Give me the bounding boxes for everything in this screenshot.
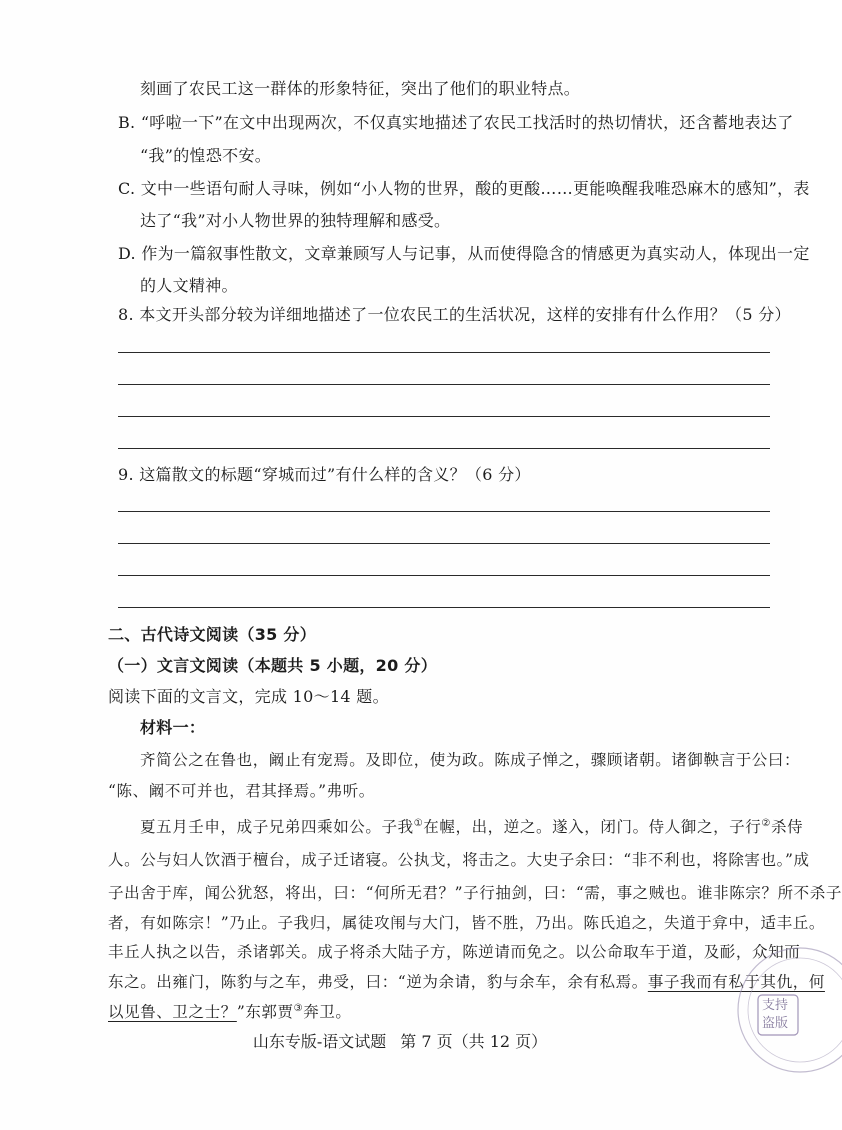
footnote-marker: ②	[761, 817, 771, 829]
section-title: 二、古代诗文阅读（35 分）	[108, 625, 317, 644]
option-d-line2: 的人文精神。	[140, 276, 238, 295]
exam-name: 山东专版-语文试题	[252, 1032, 387, 1051]
footnote-marker: ③	[293, 1002, 304, 1014]
answer-line[interactable]	[118, 448, 770, 449]
passage-line: 者，有如陈宗！”乃止。子我归，属徒攻闱与大门，皆不胜，乃出。陈氏追之，失道于弇中，适丰丘。	[108, 914, 825, 932]
passage-line	[108, 1002, 352, 1022]
answer-line[interactable]	[118, 575, 770, 576]
answer-line[interactable]	[118, 352, 770, 353]
page-number: 第 7 页（共 12 页）	[400, 1032, 548, 1051]
passage-text: 奔卫。	[303, 1003, 352, 1021]
material-label: 材料一：	[140, 718, 206, 737]
option-c-line1: C. 文中一些语句耐人寻味，例如“小人物的世界，酸的更酸……更能唤醒我唯恐麻木的感知”，表	[118, 179, 810, 198]
passage-text: 在幄，出，逆之。遂入，闭门。侍人御之，子行	[423, 818, 762, 836]
option-b-line1: B. “呼啦一下”在文中出现两次，不仅真实地描述了农民工找活时的热切情状，还含蓄地表达了	[118, 113, 794, 132]
option-a-continuation: 刻画了农民工这一群体的形象特征，突出了他们的职业特点。	[140, 79, 581, 98]
answer-line[interactable]	[118, 416, 770, 417]
page-footer	[0, 1032, 800, 1052]
underlined-sentence: 以见鲁、卫之士？	[108, 1003, 237, 1021]
passage-text: 夏五月壬申，成子兄弟四乘如公。子我	[140, 818, 414, 836]
underlined-sentence: 事子我而有私于其仇，何	[647, 973, 825, 991]
option-b-line2: “我”的惶恐不安。	[140, 146, 272, 165]
footnote-marker: ①	[413, 817, 424, 829]
stamp-text: 支持	[762, 998, 789, 1013]
passage-line: 人。公与妇人饮酒于檀台，成子迁诸寝。公执戈，将击之。大史子余曰：“非不利也，将除害也。”成	[108, 851, 810, 869]
stamp-text: 盗版	[762, 1016, 789, 1031]
answer-line[interactable]	[118, 384, 770, 385]
passage-text: ”东郭贾	[236, 1003, 294, 1021]
question-9: 9. 这篇散文的标题“穿城而过”有什么样的含义？（6 分）	[118, 465, 531, 484]
passage-line: “陈、阚不可并也，君其择焉。”弗听。	[108, 782, 375, 800]
passage-line: 齐简公之在鲁也，阚止有宠焉。及即位，使为政。陈成子惮之，骤顾诸朝。诸御鞅言于公曰：	[140, 751, 801, 769]
passage-text: 杀侍	[770, 818, 804, 836]
reading-instruction: 阅读下面的文言文，完成 10～14 题。	[108, 687, 389, 706]
passage-text: 东之。出雍门，陈豹与之车，弗受，曰：“逆为余请，豹与余车，余有私焉。	[108, 973, 648, 991]
answer-line[interactable]	[118, 543, 770, 544]
question-8: 8. 本文开头部分较为详细地描述了一位农民工的生活状况，这样的安排有什么作用？（5 分）	[118, 305, 791, 324]
option-d-line1: D. 作为一篇叙事性散文，文章兼顾写人与记事，从而使得隐含的情感更为真实动人，体现出一定	[118, 244, 810, 263]
passage-line: 子出舍于库，闻公犹怒，将出，曰：“何所无君？”子行抽剑，曰：“需，事之贼也。谁非陈宗？所不杀子	[108, 884, 842, 902]
passage-line: 丰丘人执之以告，杀诸郭关。成子将杀大陆子方，陈逆请而免之。以公命取车于道，及耏，众知而	[108, 943, 801, 961]
passage-line	[140, 817, 803, 837]
answer-line[interactable]	[118, 607, 770, 608]
subsection-title: （一）文言文阅读（本题共 5 小题，20 分）	[108, 656, 438, 675]
answer-line[interactable]	[118, 511, 770, 512]
option-c-line2: 达了“我”对小人物世界的独特理解和感受。	[140, 211, 451, 230]
